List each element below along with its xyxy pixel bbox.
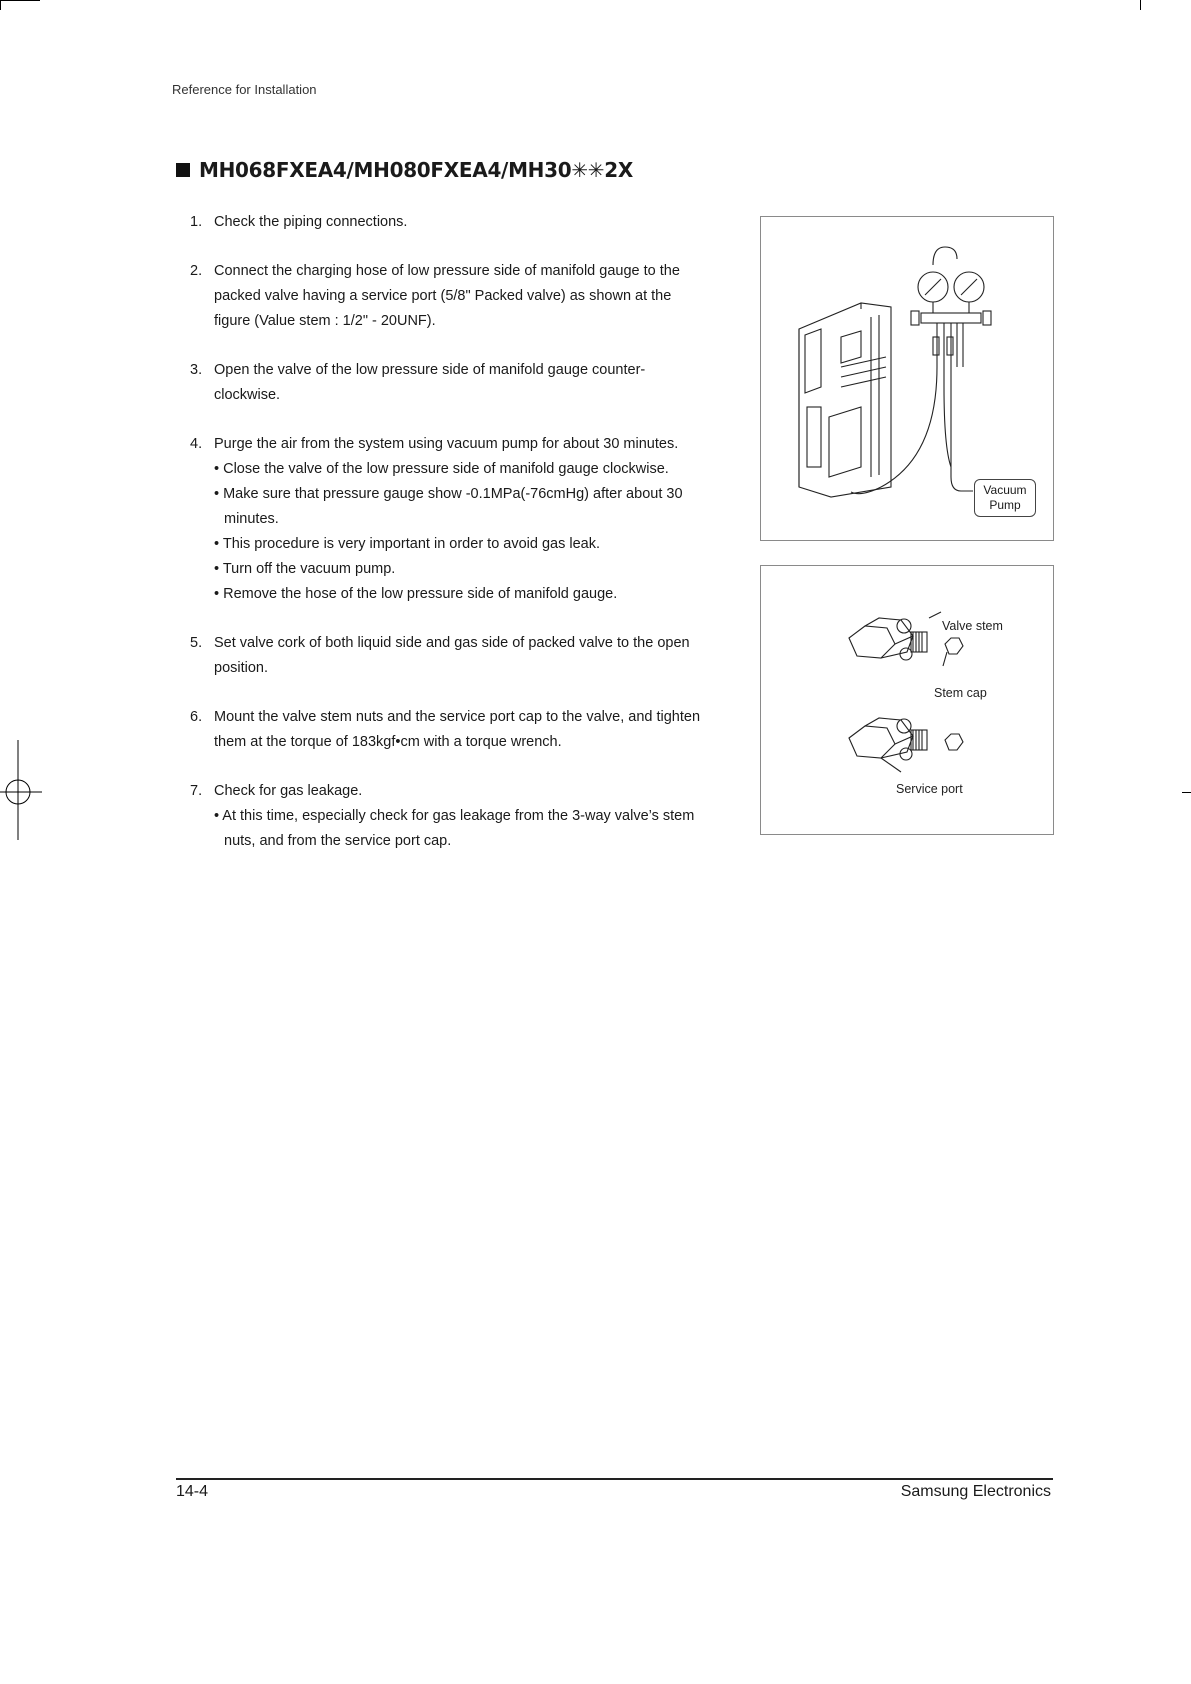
step-number: 2. bbox=[190, 263, 203, 279]
registration-mark bbox=[0, 740, 42, 840]
bullet-item: • Make sure that pressure gauge show -0.1MPa(-76cmHg) after about 30 minutes. bbox=[214, 486, 683, 527]
step-number: 3. bbox=[190, 362, 203, 378]
section-title bbox=[176, 158, 633, 182]
step-4 bbox=[190, 432, 710, 607]
bullet-item: • At this time, especially check for gas leakage from the 3-way valve’s stem nuts, and from the service port cap. bbox=[214, 808, 695, 849]
running-header: Reference for Installation bbox=[172, 82, 317, 97]
bullet-item: • This procedure is very important in order to avoid gas leak. bbox=[214, 536, 601, 552]
step-text: Set valve cork of both liquid side and gas side of packed valve to the open position. bbox=[214, 635, 690, 676]
step-5 bbox=[190, 631, 710, 681]
step-text: Mount the valve stem nuts and the service port cap to the valve, and tighten them at the torque of 183kgf•cm with a torque wrench. bbox=[214, 709, 701, 750]
step-text: Check the piping connections. bbox=[214, 214, 408, 230]
step-text: Check for gas leakage. bbox=[214, 783, 363, 799]
step-text: Connect the charging hose of low pressure side of manifold gauge to the packed valve having a service port (5/8" Packed valve) as shown at the figure (Value stem : 1/2" - 20UNF). bbox=[214, 263, 680, 329]
step-6 bbox=[190, 705, 710, 755]
procedure-steps bbox=[190, 210, 710, 878]
bullet-item: • Turn off the vacuum pump. bbox=[214, 561, 396, 577]
valve-detail-figure bbox=[760, 565, 1054, 835]
step-number: 7. bbox=[190, 783, 203, 799]
step-number: 5. bbox=[190, 635, 203, 651]
vacuum-label-line1: Vacuum bbox=[983, 483, 1027, 497]
footer-rule bbox=[176, 1478, 1053, 1480]
crop-mark bbox=[0, 0, 40, 1]
bullet-item: • Close the valve of the low pressure side of manifold gauge clockwise. bbox=[214, 461, 669, 477]
vacuum-label-line2: Pump bbox=[989, 498, 1021, 512]
step-1 bbox=[190, 210, 710, 235]
crop-mark bbox=[1182, 792, 1191, 793]
step-number: 1. bbox=[190, 214, 203, 230]
square-bullet-icon bbox=[176, 163, 190, 177]
stem-cap-label: Stem cap bbox=[934, 686, 987, 700]
vacuum-pump-label bbox=[974, 479, 1036, 517]
page-number: 14-4 bbox=[176, 1483, 209, 1500]
valve-stem-label: Valve stem bbox=[942, 619, 1003, 633]
step-7 bbox=[190, 779, 710, 854]
step-text: Purge the air from the system using vacuum pump for about 30 minutes. bbox=[214, 436, 679, 452]
crop-mark bbox=[1140, 0, 1141, 10]
service-port-label: Service port bbox=[896, 782, 963, 796]
step-number: 4. bbox=[190, 436, 203, 452]
step-number: 6. bbox=[190, 709, 203, 725]
step-3 bbox=[190, 358, 710, 408]
step-2 bbox=[190, 259, 710, 334]
crop-mark bbox=[0, 0, 1, 10]
bullet-item: • Remove the hose of the low pressure side of manifold gauge. bbox=[214, 586, 618, 602]
step-text: Open the valve of the low pressure side of manifold gauge counter-clockwise. bbox=[214, 362, 646, 403]
section-title-text: MH068FXEA4/MH080FXEA4/MH30✳✳2X bbox=[199, 158, 633, 182]
company-name: Samsung Electronics bbox=[900, 1483, 1051, 1500]
manifold-gauge-figure bbox=[760, 216, 1054, 541]
